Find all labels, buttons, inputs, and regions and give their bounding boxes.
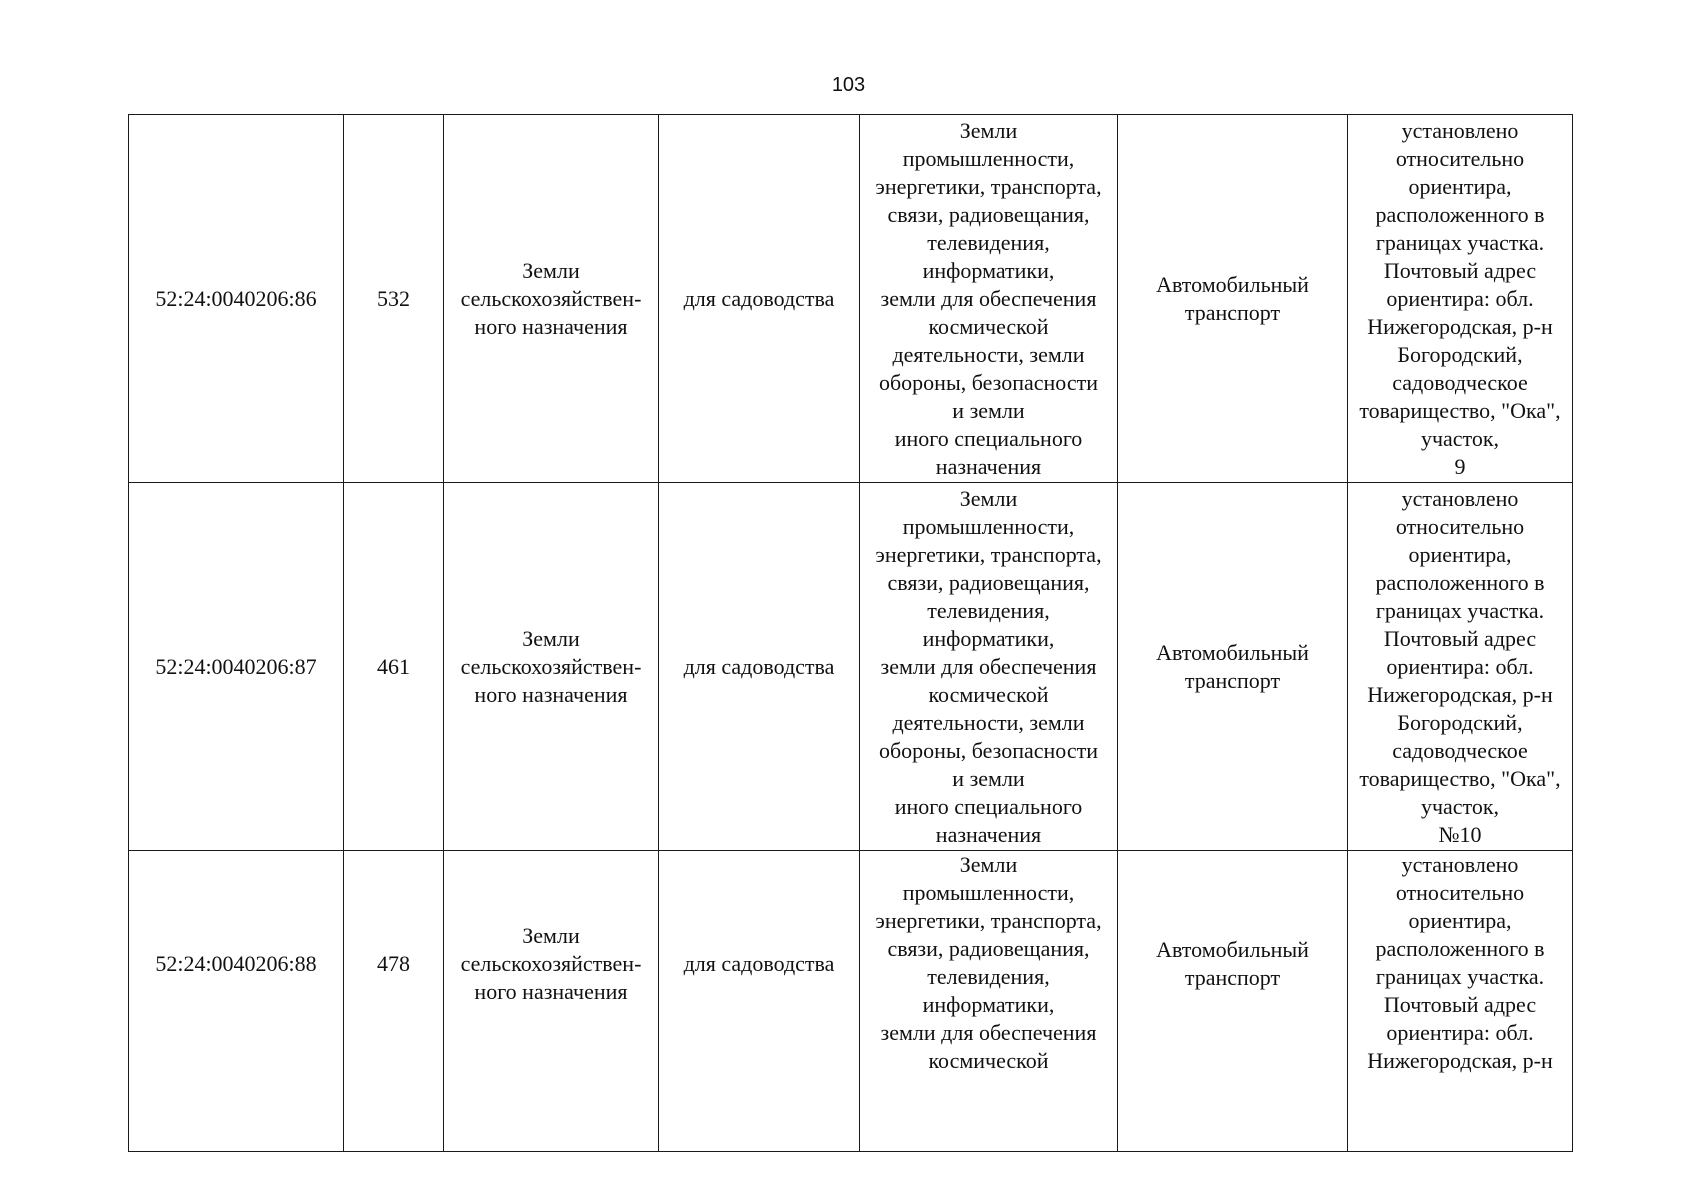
land-category-cell: Земли сельскохозяйствен- ного назначения <box>444 483 659 851</box>
page-number: 103 <box>831 74 866 96</box>
location-cell: установлено относительно ориентира, расположенного в границах участка. Почтовый адрес ориентира: обл. Нижегородская, р-н Богородский, садоводческое товарищество, "Ока", участок, №10 <box>1348 483 1573 851</box>
permitted-use-cell: для садоводства <box>659 851 860 1152</box>
purpose-cell: Автомобильный транспорт <box>1118 115 1348 483</box>
encumbrance-category-cell: Земли промышленности, энергетики, транспорта, связи, радиовещания, телевидения, информатики, земли для обеспечения космической деятельности, земли обороны, безопасности и земли иного специального назначения <box>860 483 1118 851</box>
table-row <box>129 483 1573 851</box>
area-cell: 461 <box>344 483 444 851</box>
cadastral-number-cell: 52:24:0040206:87 <box>129 483 344 851</box>
land-category-cell: Земли сельскохозяйствен- ного назначения <box>444 851 659 1152</box>
cadastral-number-cell: 52:24:0040206:88 <box>129 851 344 1152</box>
area-cell: 532 <box>344 115 444 483</box>
land-category-cell: Земли сельскохозяйствен- ного назначения <box>444 115 659 483</box>
permitted-use-cell: для садоводства <box>659 483 860 851</box>
table-row <box>129 115 1573 483</box>
location-cell: установлено относительно ориентира, расположенного в границах участка. Почтовый адрес ориентира: обл. Нижегородская, р-н Богородский, садоводческое товарищество, "Ока", участок, 9 <box>1348 115 1573 483</box>
permitted-use-cell: для садоводства <box>659 115 860 483</box>
parcels-table <box>128 114 1573 1152</box>
purpose-cell: Автомобильный транспорт <box>1118 483 1348 851</box>
cadastral-number-cell: 52:24:0040206:86 <box>129 115 344 483</box>
purpose-cell: Автомобильный транспорт <box>1118 851 1348 1152</box>
table-row <box>129 851 1573 1152</box>
area-cell: 478 <box>344 851 444 1152</box>
location-cell: установлено относительно ориентира, расположенного в границах участка. Почтовый адрес ориентира: обл. Нижегородская, р-н <box>1348 851 1573 1152</box>
encumbrance-category-cell: Земли промышленности, энергетики, транспорта, связи, радиовещания, телевидения, информатики, земли для обеспечения космической <box>860 851 1118 1152</box>
encumbrance-category-cell: Земли промышленности, энергетики, транспорта, связи, радиовещания, телевидения, информатики, земли для обеспечения космической деятельности, земли обороны, безопасности и земли иного специального назначения <box>860 115 1118 483</box>
